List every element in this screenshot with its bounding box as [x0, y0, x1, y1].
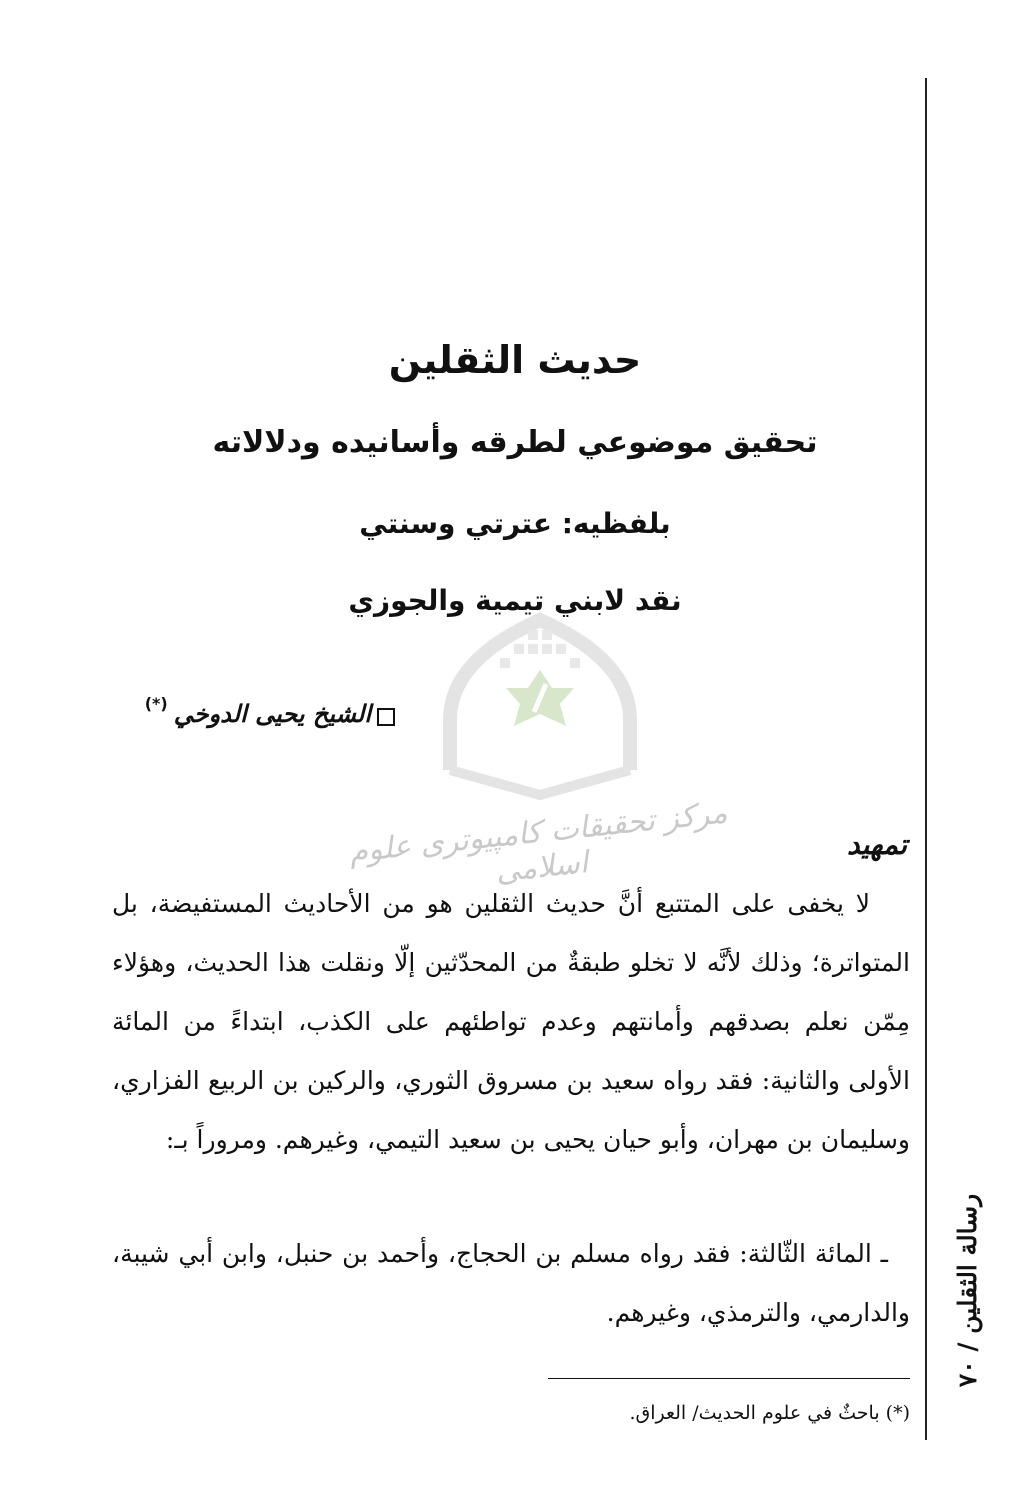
running-header-text	[954, 1193, 983, 1386]
author-footnote-mark: (*)	[144, 694, 168, 713]
running-header	[938, 1160, 998, 1420]
article-subtitle-3: نقد لابني تيمية والجوزي	[348, 584, 682, 617]
section-heading: تمهيد	[846, 828, 907, 861]
page-number: ٧٠	[953, 1359, 983, 1387]
author-name: الشيخ يحيى الدوخي	[173, 700, 371, 728]
article-subtitle-1: تحقيق موضوعي لطرقه وأسانيده ودلالاته	[212, 425, 818, 460]
body-paragraph-1: لا يخفى على المتتبع أنَّ حديث الثقلين هو من الأحاديث المستفيضة، بل المتواترة؛ وذلك لأنَّه لا تخلو طبقةٌ من المحدّثين إلّا ونقلت هذا الحديث، وهؤلاء مِمّن نعلم بصدقهم وأمانتهم وعدم تواطئهم على الكذب، ابتداءً من المائة الأولى والثانية: فقد رواه سعيد بن مسروق الثوري، والركين بن الربيع الفزاري، وسليمان بن مهران، وأبو حيان يحيى بن سعيد التيمي، وغيرهم. ومروراً بـ:	[112, 889, 910, 1154]
article-subtitle-2: بلفظيه: عترتي وسنتي	[359, 507, 671, 540]
body-paragraph-2: ـ المائة الثّالثة: فقد رواه مسلم بن الحجاج، وأحمد بن حنبل، وابن أبي شيبة، والدارمي، والترمذي، وغيرهم.	[112, 1239, 910, 1327]
author-line	[144, 694, 395, 728]
footnote-rule	[548, 1378, 910, 1379]
square-bullet-icon	[377, 708, 395, 726]
watermark-text: مرکز تحقیقات کامپیوتری علوم اسلامی	[347, 795, 729, 890]
watermark-logo	[430, 600, 650, 800]
article-title: حديث الثقلين	[388, 338, 642, 382]
margin-rule	[925, 78, 927, 1440]
footnote: (*) باحثٌ في علوم الحديث/ العراق.	[629, 1402, 910, 1424]
header-separator: /	[953, 1341, 983, 1352]
journal-name: رسالة الثقلين	[953, 1193, 983, 1334]
